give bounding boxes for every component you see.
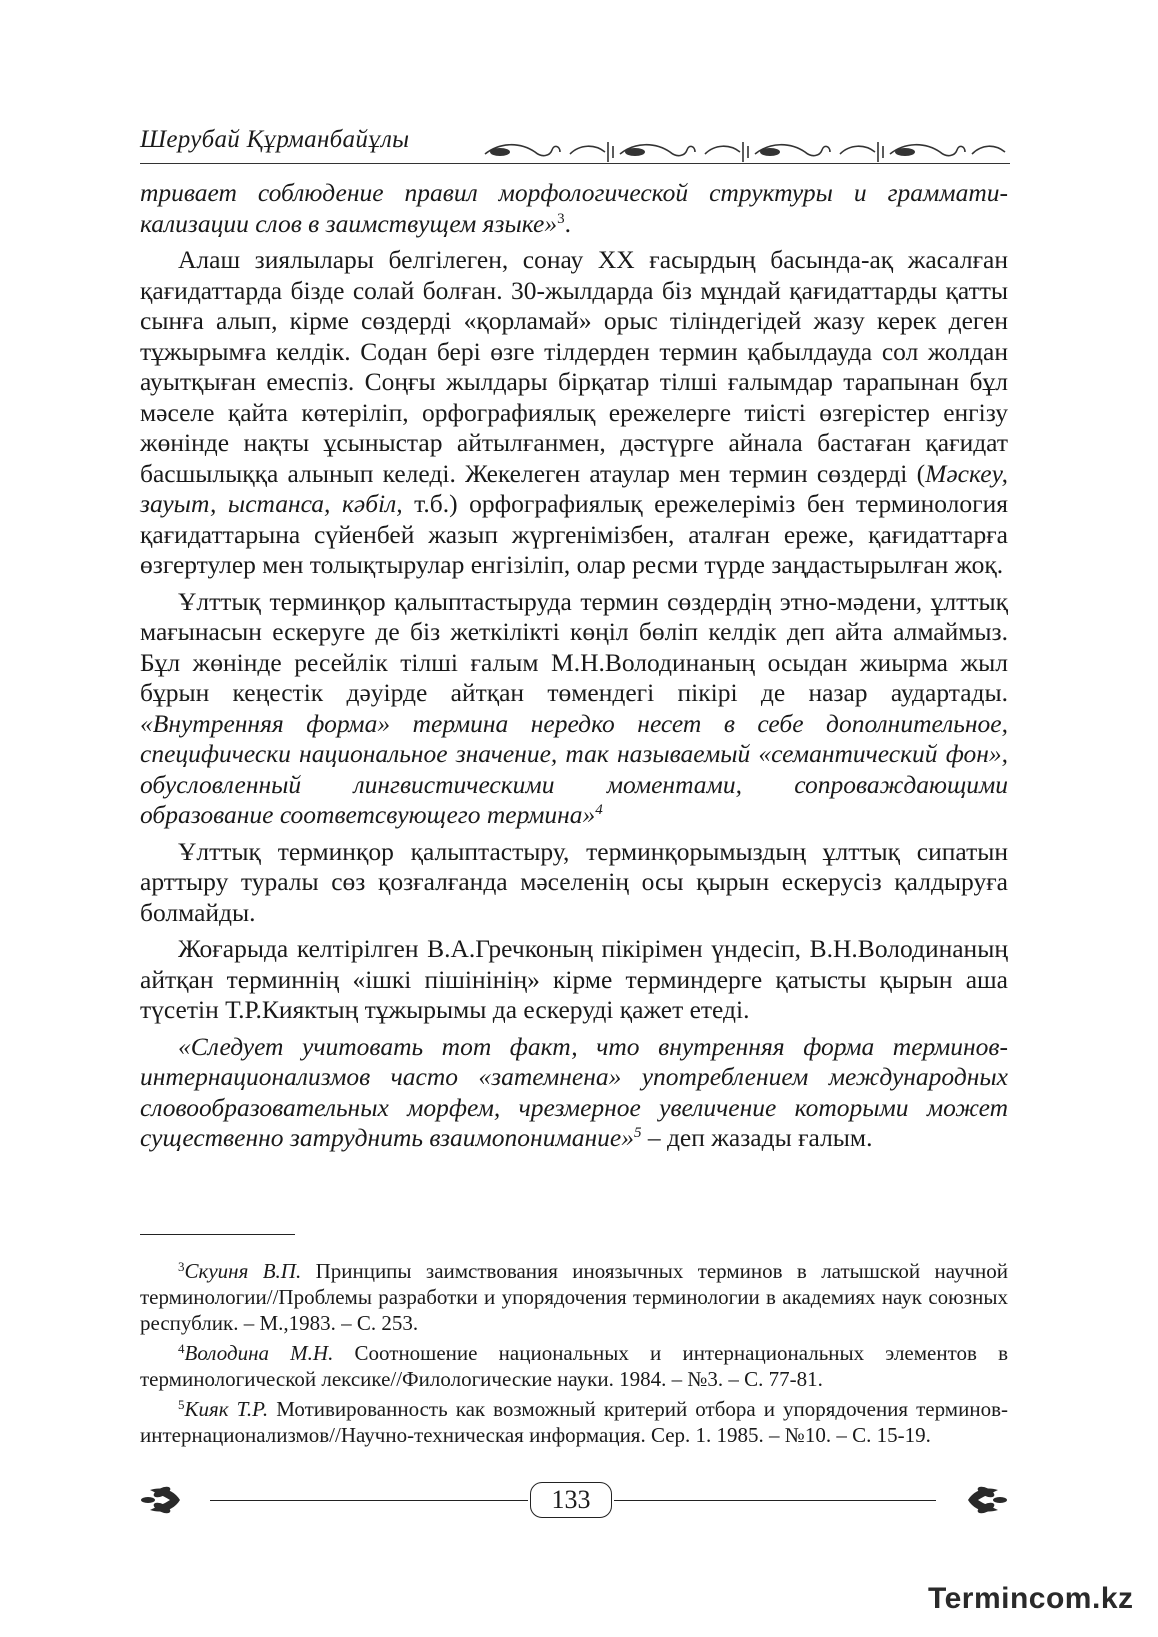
- footnote-3: $^3$Скуиня В.П. Принципы заимствования иноязычных терминов в латышской научной терминологии//Проблемы разработки и упорядочения терминологии в академиях наук союзных республик. – М.,1983. – С. 253.: [140, 1259, 1009, 1335]
- paragraph-1: тривает соблюдение правил морфологической структуры и грамматикализации слов в заимствущем языке»$^3$.: [140, 178, 1008, 238]
- page-number: 133: [530, 1482, 612, 1518]
- paragraph-3: Ұлттық терминқор қалыптастыруда термин сөздердің этно-мәдени, ұлттық мағынасын ескеруге де біз жеткілікті көңіл бөліп келдік деп айта алмаймыз. Бұл жөнінде ресейлік тілші ғалым М.Н.Володинаның осыдан жиырма жыл бұрын кеңестік дәуірде айтқан төмендегі пікірі де назар аудартады. «Внутренняя форма» термина нередко несет в себе дополнительное, специфически национальное значение, так называемый «семантический фон», обусловленный лингвистическими моментами, сопроваждающими образование соответсвующего термина»$^4$: [140, 586, 1008, 829]
- paragraph-5: Жоғарыда келтірілген В.А.Гречконың пікірімен үндесіп, В.Н.Володинаның айтқан терминнің «ішкі пішінінің» кірме терминдерге қатысты қырын аша түсетін Т.Р.Кияктың тұжырымы да ескеруді қажет етеді.: [140, 934, 1008, 1024]
- leaf-ornament-icon: [938, 1482, 1008, 1518]
- footer-line-right: [614, 1500, 936, 1501]
- watermark-logo: Termincom.kz: [928, 1582, 1134, 1615]
- running-header-author: Шерубай Құрманбайұлы: [140, 126, 410, 153]
- footnote-5: $^5$Кияк Т.Р. Мотивированность как возможный критерий отбора и упорядочения терминов-интернационализмов//Научно-техническая информация. Сер. 1. 1985. – №10. – С. 15-19.: [140, 1397, 1008, 1447]
- footer-line-left: [210, 1500, 528, 1501]
- header-ornament-icon: [480, 136, 1010, 166]
- paragraph-2: Алаш зиялылары белгілеген, сонау XX ғасырдың басында-ақ жасалған қағидаттарда бізде солай болған. 30-жылдарда біз мұндай қағидаттарды қатты сынға алып, кірме сөздерді «қорламай» орыс тіліндегідей жазу керек деген тұжырымға келдік. Содан бері өзге тілдерден термин қабылдауда сол жолдан ауытқыған емеспіз. Соңғы жылдары бірқатар тілші ғалымдар тарапынан бұл мәселе қайта көтеріліп, орфографиялық ережелерге тиісті өзгерістер енгізу жөнінде нақты ұсыныстар айтылғанмен, дәстүрге айнала бастаған қағидат басшылыққа алынып келеді. Жекелеген атаулар мен термин сөздерді (Мәскеу, зауыт, ыстанса, кәбіл, т.б.) орфографиялық ережелеріміз бен терминология қағидаттарына сүйенбей жазып жүргенімізбен, аталған ереже, қағидаттарға өзгертулер мен толықтырулар енгізіліп, олар ресми түрде заңдастырылған жоқ.: [140, 245, 1008, 579]
- paragraph-4: Ұлттық терминқор қалыптастыру, терминқорымыздың ұлттық сипатын арттыру туралы сөз қозғалғанда мәселенің осы қырын ескерусіз қалдыруға болмайды.: [140, 836, 1008, 927]
- paragraph-6: «Следует учитовать тот факт, что внутренняя форма терминов-интернационализмов часто «затемнена» употреблением международных словообразовательных морфем, чрезмерное увеличение которыми может существенно затруднить взаимопонимание»$^5$ – деп жазады ғалым.: [140, 1031, 1008, 1152]
- main-text: [140, 178, 1008, 1160]
- footnotes: [140, 1258, 1008, 1452]
- header-rule: [140, 163, 1010, 164]
- footnote-4: $^4$Володина М.Н. Соотношение национальных и интернациональных элементов в терминологической лексике//Филологические науки. 1984. – №3. – С. 77-81.: [140, 1341, 1009, 1391]
- footnote-separator: [140, 1234, 295, 1235]
- leaf-ornament-icon: [140, 1482, 210, 1518]
